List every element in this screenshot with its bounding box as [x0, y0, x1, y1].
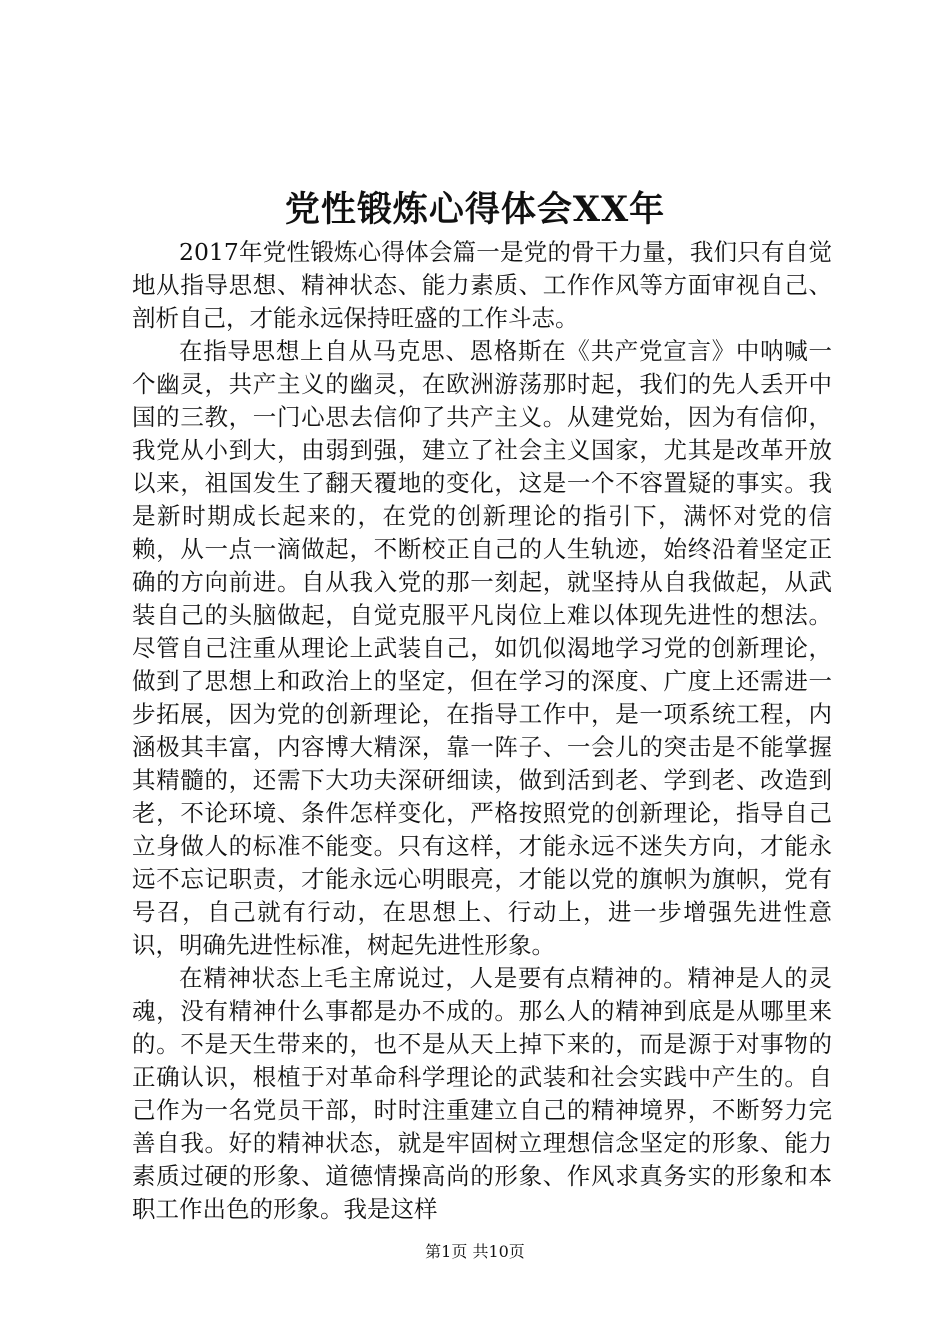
document-body: [132, 236, 832, 1226]
document-title: 党性锻炼心得体会XX年: [284, 189, 666, 230]
page-footer: 第1页 共10页: [425, 1242, 525, 1261]
paragraph: 2017年党性锻炼心得体会篇一是党的骨干力量，我们只有自觉地从指导思想、精神状态、能力素质、工作作风等方面审视自己、剖析自己，才能永远保持旺盛的工作斗志。: [132, 238, 832, 332]
paragraph: 在指导思想上自从马克思、恩格斯在《共产党宣言》中呐喊一个幽灵，共产主义的幽灵，在欧洲游荡那时起，我们的先人丢开中国的三教，一门心思去信仰了共产主义。从建党始，因为有信仰，我党从小到大，由弱到强，建立了社会主义国家，尤其是改革开放以来，祖国发生了翻天覆地的变化，这是一个不容置疑的事实。我是新时期成长起来的，在党的创新理论的指引下，满怀对党的信赖，从一点一滴做起，不断校正自己的人生轨迹，始终沿着坚定正确的方向前进。自从我入党的那一刻起，就坚持从自我做起，从武装自己的头脑做起，自觉克服平凡岗位上难以体现先进性的想法。尽管自己注重从理论上武装自己，如饥似渴地学习党的创新理论，做到了思想上和政治上的坚定，但在学习的深度、广度上还需进一步拓展，因为党的创新理论，在指导工作中，是一项系统工程，内涵极其丰富，内容博大精深，靠一阵子、一会儿的突击是不能掌握其精髓的，还需下大功夫深研细读，做到活到老、学到老、改造到老，不论环境、条件怎样变化，严格按照党的创新理论，指导自己立身做人的标准不能变。只有这样，才能永远不迷失方向，才能永远不忘记职责，才能永远心明眼亮，才能以党的旗帜为旗帜，党有号召，自己就有行动，在思想上、行动上，进一步增强先进性意识，明确先进性标准，树起先进性形象。: [132, 337, 832, 959]
paragraph: 在精神状态上毛主席说过，人是要有点精神的。精神是人的灵魂，没有精神什么事都是办不成的。那么人的精神到底是从哪里来的。不是天生带来的，也不是从天上掉下来的，而是源于对事物的正确认识，根植于对革命科学理论的武装和社会实践中产生的。自己作为一名党员干部，时时注重建立自己的精神境界，不断努力完善自我。好的精神状态，就是牢固树立理想信念坚定的形象、能力素质过硬的形象、道德情操高尚的形象、作风求真务实的形象和本职工作出色的形象。我是这样: [132, 964, 832, 1223]
